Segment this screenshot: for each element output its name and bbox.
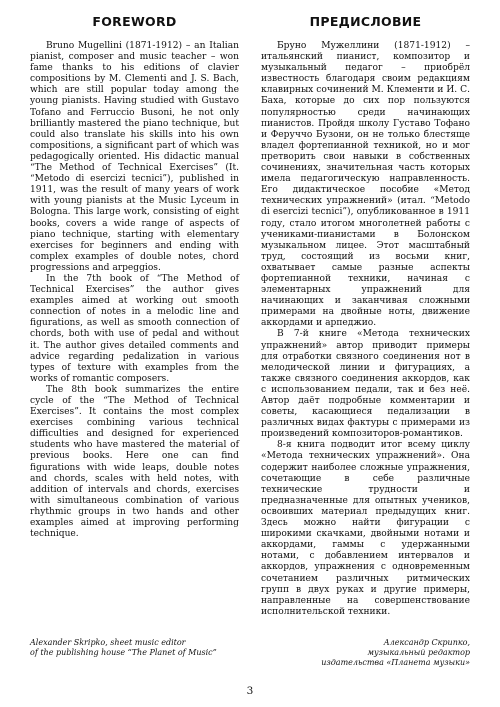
- signature-en-line-2: of the publishing house “The Planet of Music”: [30, 648, 217, 657]
- predislovie-paragraph-2: В 7-й книге «Метода технических упражнений» автор приводит примеры для отработки связного соединения нот в мелодической линии и фигурациях, а также связного соединения аккордов, как с использованием педали, так и без неё. Автор даёт подробные комментарии и советы, касающиеся педализации в различных видах фактуры с примерами из произведений композиторов-романтиков.: [261, 329, 470, 440]
- foreword-paragraph-2: In the 7th book of “The Method of Technical Exercises” the author gives examples aimed at working out smooth connection of notes in a melodic line and figurations, as well as smooth connection of chords, both with use of pedal and without it. The author gives detailed comments and advice regarding pedalization in various types of texture with examples from the works of romantic composers.: [30, 273, 239, 384]
- predislovie-column: [261, 14, 470, 618]
- predislovie-paragraph-3: 8-я книга подводит итог всему циклу «Метода технических упражнений». Она содержит наиболее сложные упражнения, сочетающие в себе различные технические трудности и предназначенные для опытных учеников, освоивших материал предыдущих книг. Здесь можно найти фигурации с широкими скачками, двойными нотами и аккордами, гаммы с удержанными нотами, с добавлением интервалов и аккордов, упражнения с одновременным сочетанием различных ритмических групп в двух руках и другие примеры, направленные на совершенствование исполнительской техники.: [261, 440, 470, 617]
- signature-ru-line-2: музыкальный редактор: [367, 648, 470, 657]
- foreword-column: [30, 14, 239, 540]
- predislovie-paragraph-1: Бруно Мужеллини (1871-1912) – итальянский пианист, композитор и музыкальный педагог – приобрёл известность благодаря своим редакциям клавирных сочинений М. Клементи и И. С. Баха, которые до сих пор пользуются популярностью среди начинающих пианистов. Пройдя школу Густаво Тофано и Феруччо Бузони, он не только блестяще владел фортепианной техникой, но и мог претворить свои навыки в собственных сочинениях, значительная часть которых имела педагогическую направленность. Его дидактическое пособие «Метод технических упражнений» (итал. “Metodo di esercizi tecnici”), опубликованное в 1911 году, стало итогом многолетней работы с учениками-пианистами в Болонском музыкальном лицее. Этот масштабный труд, состоящий из восьми книг, охватывает самые разные аспекты фортепианной техники, начиная с элементарных упражнений для начинающих и заканчивая сложными примерами на двойные ноты, движение аккордами и арпеджио.: [261, 41, 470, 329]
- signature-ru-line-3: издательства «Планета музыки»: [321, 658, 470, 667]
- signature-ru-line-1: Александр Скрипко,: [383, 638, 470, 647]
- editor-signature-ru: [261, 638, 470, 668]
- foreword-paragraph-1: Bruno Mugellini (1871-1912) – an Italian pianist, composer and music teacher – won fame thanks to his editions of clavier compositions by M. Clementi and J. S. Bach, which are still popular today among the young pianists. Having studied with Gustavo Tofano and Ferruccio Busoni, he not only brilliantly mastered the piano technique, but could also translate his skills into his own compositions, a significant part of which was pedagogically oriented. His didactic manual “The Method of Technical Exercises” (It. “Metodo di esercizi tecnici”), published in 1911, was the result of many years of work with young pianists at the Music Lyceum in Bologna. This large work, consisting of eight books, covers a wide range of aspects of piano technique, starting with elementary exercises for beginners and ending with complex examples of double notes, chord progressions and arpeggios.: [30, 41, 239, 273]
- predislovie-heading: ПРЕДИСЛОВИЕ: [309, 14, 422, 29]
- signature-en-line-1: Alexander Skripko, sheet music editor: [30, 638, 186, 647]
- editor-signature-en: [30, 638, 245, 658]
- page-number: 3: [246, 685, 254, 697]
- foreword-heading: FOREWORD: [92, 14, 177, 29]
- foreword-paragraph-3: The 8th book summarizes the entire cycle of the “The Method of Technical Exercises”. It contains the most complex exercises combining various technical difficulties and designed for experienced students who have mastered the material of previous books. Here one can find figurations with wide leaps, double notes and chords, scales with held notes, with addition of intervals and chords, exercises with simultaneous combination of various rhythmic groups in two hands and other examples aimed at improving performing technique.: [30, 384, 239, 540]
